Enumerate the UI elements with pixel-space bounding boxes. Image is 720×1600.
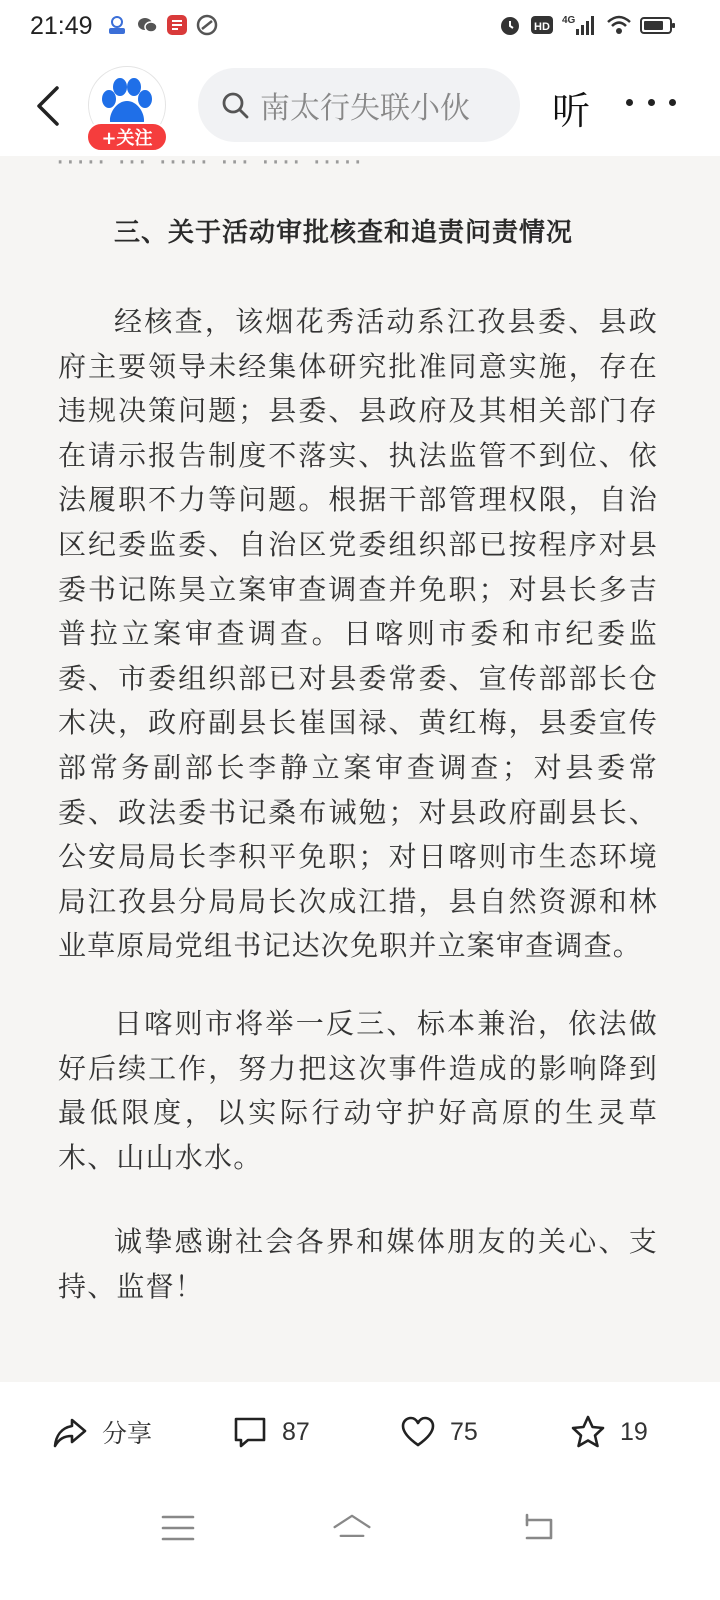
share-icon	[52, 1414, 88, 1450]
system-nav-bar	[0, 1496, 720, 1566]
signal-icon	[562, 13, 598, 37]
share-button[interactable]	[52, 1414, 152, 1450]
return-icon	[519, 1512, 557, 1544]
like-count: 75	[450, 1417, 478, 1446]
menu-icon	[161, 1513, 195, 1543]
listen-button[interactable]: 听	[552, 89, 591, 133]
comment-count: 87	[282, 1417, 310, 1446]
section-heading: 三、关于活动审批核查和追责问责情况	[114, 218, 574, 248]
author-avatar-block[interactable]	[86, 66, 170, 152]
action-bar	[0, 1400, 720, 1470]
article-image	[0, 156, 720, 1382]
paragraph-2: 日喀则市将举一反三、标本兼治，依法做好后续工作，努力把这次事件造成的影响降到最低限度，以实际行动守护好高原的生灵草木、山山水水。	[58, 1007, 658, 1174]
battery-icon	[640, 13, 676, 37]
hd-icon	[530, 13, 554, 37]
more-button[interactable]	[626, 92, 676, 112]
share-label: 分享	[102, 1420, 153, 1448]
back-button[interactable]	[26, 82, 70, 130]
network-label: 4G	[562, 15, 576, 26]
status-time: 21:49	[30, 12, 93, 40]
notification-app-icon	[106, 14, 128, 36]
wechat-icon	[136, 14, 158, 36]
search-bar[interactable]	[198, 68, 520, 142]
comment-icon	[232, 1414, 268, 1450]
status-right-icons	[498, 13, 676, 37]
cut-off-text-line: ····· ··· ····· ··· ···· ·····	[56, 156, 364, 178]
home-icon	[332, 1511, 372, 1545]
search-icon	[220, 90, 250, 120]
paragraph-3: 诚挚感谢社会各界和媒体朋友的关心、支持、监督！	[58, 1225, 658, 1303]
comment-button[interactable]	[232, 1414, 310, 1450]
status-bar	[0, 0, 720, 56]
back-arrow-icon	[33, 84, 63, 128]
menu-nav-button[interactable]	[158, 1510, 198, 1546]
news-app-icon	[166, 14, 188, 36]
more-icon-dot	[669, 99, 676, 106]
paragraph-1: 经核查，该烟花秀活动系江孜县委、县政府主要领导未经集体研究批准同意实施，存在违规决策问题；县委、县政府及其相关部门存在请示报告制度不落实、执法监管不到位、依法履职不力等问题。根据干部管理权限，自治区纪委监委、自治区党委组织部已按程序对县委书记陈昊立案审查调查并免职；对县长多吉普拉立案审查调查。日喀则市委和市纪委监委、市委组织部已对县委常委、宣传部部长仓木决，政府副县长崔国禄、黄红梅，县委宣传部常务副部长李静立案审查调查；对县委常委、政法委书记桑布诫勉；对县政府副县长、公安局局长李积平免职；对日喀则市生态环境局江孜县分局局长次成江措，县自然资源和林业草原局党组书记达次免职并立案审查调查。	[58, 305, 658, 963]
more-icon-dot	[648, 99, 655, 106]
star-icon	[570, 1414, 606, 1450]
search-query: 南太行失联小伙	[260, 91, 470, 126]
home-nav-button[interactable]	[332, 1510, 372, 1546]
return-nav-button[interactable]	[518, 1510, 558, 1546]
like-button[interactable]	[400, 1414, 478, 1450]
follow-button[interactable]: +关注	[86, 122, 168, 152]
favorite-count: 19	[620, 1417, 648, 1446]
more-icon	[626, 99, 633, 106]
hd-label: HD	[534, 21, 550, 33]
heart-icon	[400, 1414, 436, 1450]
top-header	[0, 56, 720, 156]
wifi-icon	[606, 13, 632, 37]
notification-icons	[106, 14, 218, 36]
favorite-button[interactable]	[570, 1414, 648, 1450]
alarm-icon	[498, 13, 522, 37]
sync-app-icon	[196, 14, 218, 36]
